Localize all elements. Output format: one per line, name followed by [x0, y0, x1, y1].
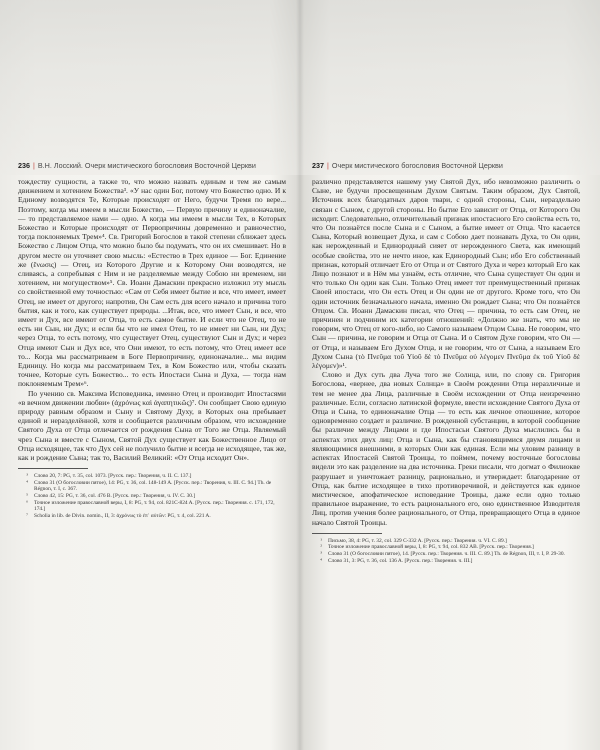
right-page: [312, 160, 580, 564]
footnote: ² Точное изложение православной веры, I, 8: PG, т. 94, col. 832 AB. [Русск. пер.: Творения.]: [320, 544, 534, 551]
footnote: ³ Слово 31 (О богословии пятое), 14. [Русск. пер.: Творения. ч. III. С. 89.] Th. de Régnon, III, т. I, Р. 29-30.: [320, 550, 565, 557]
footnote: ⁴ Слово 31 (О богословии пятое), 14: PG, т. 36, col. 148-149 A. [Русск. пер.: Творения, ч. III. С. 94.] Th. de Régnon, т. I, с. 367.: [26, 479, 272, 493]
footnote: ³ Слово 20, 7: PG, т. 35, col. 1073. [Русск. пер.: Творения, ч. II. С. 137.]: [26, 473, 192, 480]
book-gutter: [296, 0, 304, 750]
right-paragraph-1: различно представляется нашему уму Святой Дух, ибо невозможно различить о Сыне, не будучи просвещенным Духом Святым. Таким образом, Дух Святой, Источник всех благодатных даров твари, с одной стороны, Сын, нераздельно связан с Сыном, с другой стороны. Но бытие Его зависит от Отца, от Которого Он исходит. Следовательно, отличительный признак ипостасного Его свойства есть то, что Он познаётся после Сына и с Сыном, а бытие имеет от Отца. Что касается Сына, Который возвещает Духа, и сам с Собою дает познавать Духа, то Он один, как нерожденный и Единородный сияет от нерожденного Света, как имеющий особые свойства, это не нечто иное, как Единородный Сын; ибо Его собственный признак, который отличает Его от Отца и от Святого Духа и через который Его как Лицо познают и в Нём мы узнаём, есть отличие, что Сына существует Он один и что только Он один как Сын. Только Отец имеет тот преимущественный признак Своей ипостаси, что Он есть Отец и Он один не от другого. Кроме того, что Он один источник безначального начала, именно Он рождает Сына; что Он познаётся Отцом. Св. Иоанн Дамаскин писал, что Отец — причина, то есть сам Отец, не причинен и подчиним их категории отношений: «Должно же знать, что мы не говорим, что Отец от кого-либо, но Самого называем Отцом Сына. Не говорим, что Сын — причина, не говорим и Отца от Сына. И о Святом Духе говорим, что Он — от Отца, и называем Его Духом Отца, и не говорим, что от Сына, а называем Его Духом Сына (τὸ Πνεῦμα τοῦ Υἱοῦ δὲ τὸ Πνεῦμα οὐ λέγομεν Πνεῦμα ἐκ τοῦ Υἱοῦ δὲ λέγομεν)»¹.: [312, 177, 580, 371]
right-paragraph-2: Слово и Дух суть два Луча того же Солнца, или, по слову св. Григория Богослова, «вернее, два новых Солнца» в Своём рождении Отца неразличные и тем не менее два Лица, различные в Своём исхождении от Отца неизреченно различные. Если, согласно латинской формуле, ввести исхождение Святого Духа от Отца и Сына, то единоначалие Отца — то есть как личное отношение, которое одновременно создает и различие. В рожденной субстанции, в которой сообщение бы различие между Лицами и где Ипостасьи Святого Духа мыслились бы в аспектах этих двух лиц: Отца и Сына, как бы становящимися двумя лицами и являющимися внешними, в которых Они как единая. Если мы уловим разницу в аспектах Ипостасей Святой Троицы, то поймем, почему восточные богословы видели это как разделение на два источника. Греки писали, что догмат о Филиокве разрушает и уничтожает разницу, рационально, и утверждает: благодарение от Отца, как бытие исходящее в тихо противоречивой, и действуется как единое мистическое, апофатическое исповедание Троицы, даже если одно только правильное выражение, то есть рационального его, оно единственное Изводителя Лиц, против учения более рационального, от Отца, превращающего Отца в единое начало Святой Троицы.: [312, 370, 580, 527]
footnote-rule: [312, 533, 382, 534]
footnote: ¹ Письмо, 38, 4: PG, т. 32, col. 329 C-332 A. [Русск. пер.: Творения. ч. VI. С. 89.]: [320, 537, 507, 544]
footnote: ⁶ Точное изложение православной веры, I, 8: PG, т. 94, col. 821C-824 A. [Русск. пер.: Творения. с. 171, 172, 174.]: [26, 499, 275, 513]
left-paragraph-1: тождеству сущности, а также то, что можно назвать единым и тем же самым движением и хотением Божества³. «У нас один Бог, потому что Божество одно. И к Единому возводятся Те, Которые происходят от Него, будучи Тремя по вере... Поэтому, когда мы имеем в мысли Божество, — Первую причину и единоначалие, — то представляемое нами — одно. А когда мы имеем в мысли Тех, в Которых Божество и Которые происходят от Первопричины довременно и равночестно, тогда поклоняемых Трем»⁴. Св. Григорий Богослов в такой степени сближает здесь Божество с Лицом Отца, что можно было бы подумать, что он их смешивает. Но в другом месте он уточняет свою мысль: «Естество в Трех единое — Бог. Единение же (ἕνωσις) — Отец, из Которого Другие и к Которому Они возводятся, не сливаясь, а сопребывая с Ним и не разделяемые между Собою ни временем, ни хотением, ни могуществом»⁵. Св. Иоанн Дамаскин прекрасно изложил эту мысль со свойственной ему точностью: «Сам от Себя имеет бытие и все, что имеет, имеет Отец, не имеет от другого; напротив, Он Сам есть для всего начало и причина того бытия, как и того, как существует природы. ...Итак, все, что имеет Сын, и все, что имеет и Дух, все имеют от Отца, то есть самое бытие. И если что не Отец, то не есть ни Сын, ни Дух; и если бы что не имел Отец, то не имеет ни Сын, ни Дух; через Отца, то есть потому, что существует Отец, существуют Сын и Дух; и через Отца имеют Сын и Дух все, что Они имеют, то есть потому, что Отец имеет все то... Когда мы рассматриваем в Боге Первопричину, единоначалие... мы видим Единицу. Но когда мы рассматриваем Тех, в Ком Божество или, чтобы сказать точнее, Которые суть Божество... то есть Ипостаси Сына и Духа, — тогда нам поклоняемым Трем»⁶.: [18, 177, 286, 389]
right-running-head: [312, 160, 580, 171]
right-running-title: Очерк мистического богословия Восточной Церкви: [331, 161, 503, 170]
head-separator: |: [327, 161, 329, 170]
left-running-title: В.Н. Лосский. Очерк мистического богословия Восточной Церкви: [37, 161, 256, 170]
footnote: ⁷ Scholia in lib. de Divin. nomin., II, 3: ἀχρόνως τὸ ἐπ᾽ αὐτῶν: PG, т. 4, col. 221 A.: [26, 512, 211, 519]
head-separator: |: [33, 161, 35, 170]
footnote-rule: [18, 468, 88, 469]
left-page: [18, 160, 286, 519]
right-page-number: 237: [312, 161, 324, 170]
footnote: ⁵ Слово 42, 15: PG, т. 36, col. 476 B. [Русск. пер.: Творения, ч. IV. С. 30.]: [26, 493, 196, 500]
left-paragraph-2: По учению св. Максима Исповедника, именно Отец и производит Ипостасями «в вечном движении любви» (ἀχρόνως καὶ ἀγαπητικῶς)⁷. Он сообщает Свою единую природу равным образом и Сыну и Святому Духу, в Которых она пребывает единой и неразделённой, хотя и сообщается различным образом, что исхождение Святого Духа от Отца отличается от рождения Сына от Того же Отца. Являемый чрез Сына и вместе с Сыном, Святой Дух существует как Божественное Лицо от Отца исходящее, так что Дух сей не получило бытие и всегда не исходящее, так же, как и рождение Сына; так то, Василий Великий: «От Отца исходит Он».: [18, 388, 286, 463]
footnote: ⁴ Слово 31, 3: PG, т. 36, col. 136 A. [Русск. пер.: Творения. ч. III.]: [320, 557, 473, 564]
left-running-head: [18, 160, 286, 171]
left-page-number: 236: [18, 161, 30, 170]
